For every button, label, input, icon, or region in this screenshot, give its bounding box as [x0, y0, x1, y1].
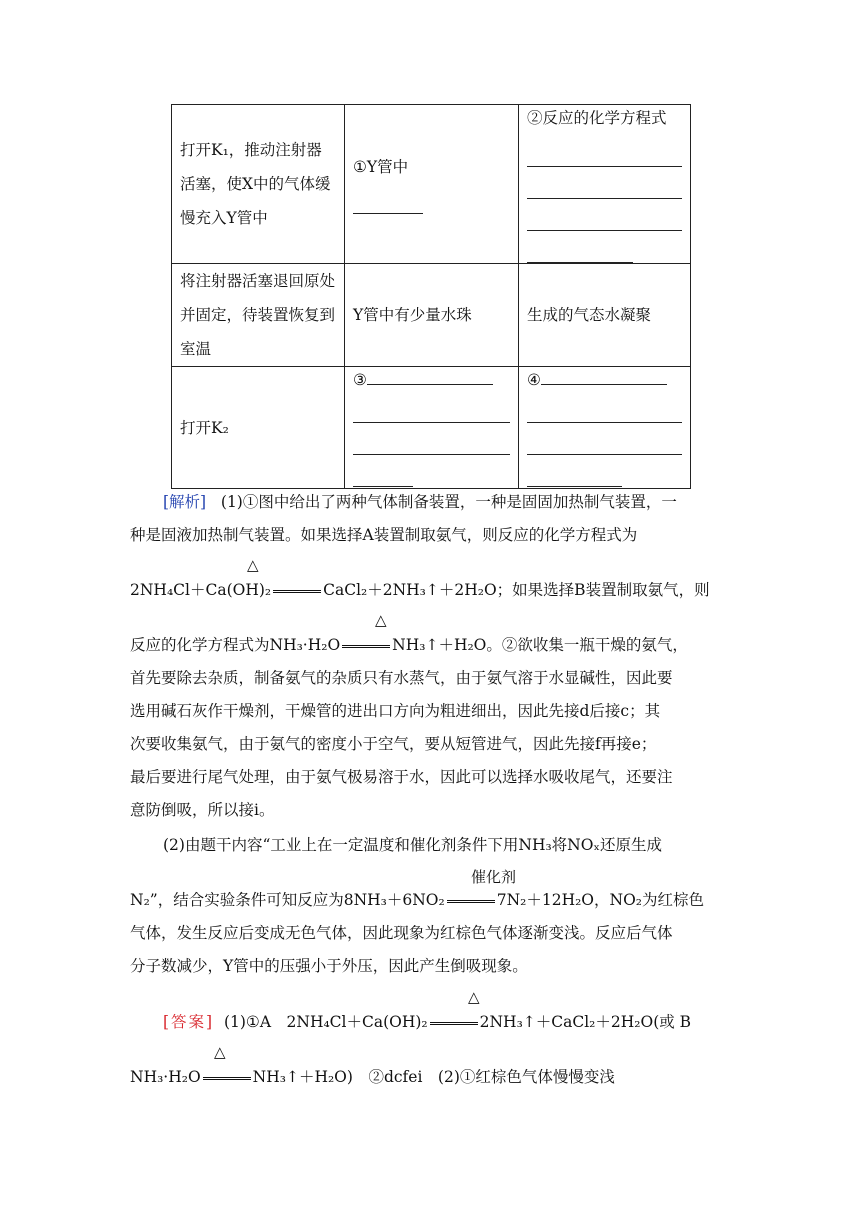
equation-rhs: NH₃↑＋H₂O。②欲收集一瓶干燥的氨气， — [392, 636, 688, 654]
answer-line — [130, 1065, 615, 1087]
table-row — [172, 105, 691, 264]
phenomenon-cell — [345, 105, 519, 264]
phenomenon-line — [353, 367, 510, 393]
analysis-line: 种是固液加热制气装置。如果选择A装置制取氨气，则反应的化学方程式为 — [130, 526, 638, 544]
analysis-line: 首先要除去杂质，制备氨气的杂质只有水蒸气，由于氨气溶于水显碱性，因此要 — [130, 669, 673, 687]
answer-tag: [答案] — [163, 1013, 215, 1031]
equation-lhs: (1)①A 2NH₄Cl＋Ca(OH)₂ — [223, 1013, 428, 1031]
equals-sign — [273, 590, 321, 593]
equation-rhs: 7N₂＋12H₂O，NO₂为红棕色 — [496, 891, 704, 909]
explanation-cell — [519, 367, 691, 489]
explanation-line — [527, 367, 682, 393]
answer-blank — [353, 433, 510, 455]
answer-blank — [353, 465, 413, 487]
analysis-text: (1)①图中给出了两种气体制备装置，一种是固固加热制气装置，一 — [220, 493, 677, 511]
table-row — [172, 264, 691, 367]
analysis-line — [163, 490, 677, 512]
answer-line — [163, 1010, 691, 1032]
reaction-condition: △ — [375, 611, 387, 629]
equation-lhs: 2NH₄Cl＋Ca(OH)₂ — [130, 581, 272, 599]
reaction-condition: △ — [247, 556, 259, 574]
answer-blank — [367, 368, 493, 385]
phenomenon-label: ①Y管中 — [353, 158, 409, 176]
phenomenon-label: ③ — [353, 371, 367, 389]
analysis-line: 气体，发生反应后变成无色气体，因此现象为红棕色气体逐渐变浅。反应后气体 — [130, 924, 673, 942]
equation-lhs: NH₃·H₂O — [130, 1068, 201, 1086]
answer-blank — [527, 401, 682, 423]
answer-blank — [527, 465, 622, 487]
equals-sign — [447, 900, 495, 903]
operation-cell: 将注射器活塞退回原处并固定，待装置恢复到室温 — [172, 264, 345, 367]
analysis-line: 次要收集氨气，由于氨气的密度小于空气，要从短管进气，因此先接f再接e； — [130, 735, 657, 753]
reaction-condition: △ — [214, 1043, 226, 1061]
analysis-line — [130, 578, 710, 600]
answer-blank — [527, 209, 682, 231]
reaction-condition: 催化剂 — [471, 868, 517, 886]
analysis-line — [130, 888, 704, 910]
answer-blank — [527, 145, 682, 167]
answer-blank — [527, 177, 682, 199]
analysis-tag: [解析] — [163, 493, 207, 511]
experiment-table — [171, 104, 691, 489]
analysis-line: 分子数减少，Y管中的压强小于外压，因此产生倒吸现象。 — [130, 957, 528, 975]
explanation-label: ④ — [527, 371, 541, 389]
equals-sign — [203, 1077, 251, 1080]
analysis-line: 最后要进行尾气处理，由于氨气极易溶于水，因此可以选择水吸收尾气，还要注 — [130, 768, 673, 786]
operation-cell: 打开K₁，推动注射器活塞，使X中的气体缓慢充入Y管中 — [172, 105, 345, 264]
explanation-cell: 生成的气态水凝聚 — [519, 264, 691, 367]
explanation-cell — [519, 105, 691, 264]
analysis-line: (2)由题干内容“工业上在一定温度和催化剂条件下用NH₃将NOₓ还原生成 — [163, 836, 663, 854]
operation-cell: 打开K₂ — [172, 367, 345, 489]
equation-lhs: 反应的化学方程式为NH₃·H₂O — [130, 636, 341, 654]
analysis-line: 选用碱石灰作干燥剂，干燥管的进出口方向为粗进细出，因此先接d后接c；其 — [130, 702, 661, 720]
answer-blank — [353, 401, 510, 423]
table-row — [172, 367, 691, 489]
equals-sign — [430, 1022, 478, 1025]
equation-rhs: NH₃↑＋H₂O) ②dcfei (2)①红棕色气体慢慢变浅 — [252, 1068, 615, 1086]
phenomenon-cell: Y管中有少量水珠 — [345, 264, 519, 367]
answer-blank — [527, 241, 633, 263]
answer-blank — [541, 368, 667, 385]
answer-blank — [527, 433, 682, 455]
equals-sign — [342, 645, 390, 648]
equation-lhs: N₂”，结合实验条件可知反应为8NH₃＋6NO₂ — [130, 891, 445, 909]
reaction-condition: △ — [468, 988, 480, 1006]
analysis-line — [130, 633, 688, 655]
explanation-label: ②反应的化学方程式 — [527, 109, 667, 127]
equation-rhs: 2NH₃↑＋CaCl₂＋2H₂O(或 B — [479, 1013, 692, 1031]
analysis-line: 意防倒吸，所以接i。 — [130, 801, 275, 819]
phenomenon-cell — [345, 367, 519, 489]
answer-blank — [353, 192, 423, 214]
equation-rhs: CaCl₂＋2NH₃↑＋2H₂O；如果选择B装置制取氨气，则 — [323, 581, 710, 599]
